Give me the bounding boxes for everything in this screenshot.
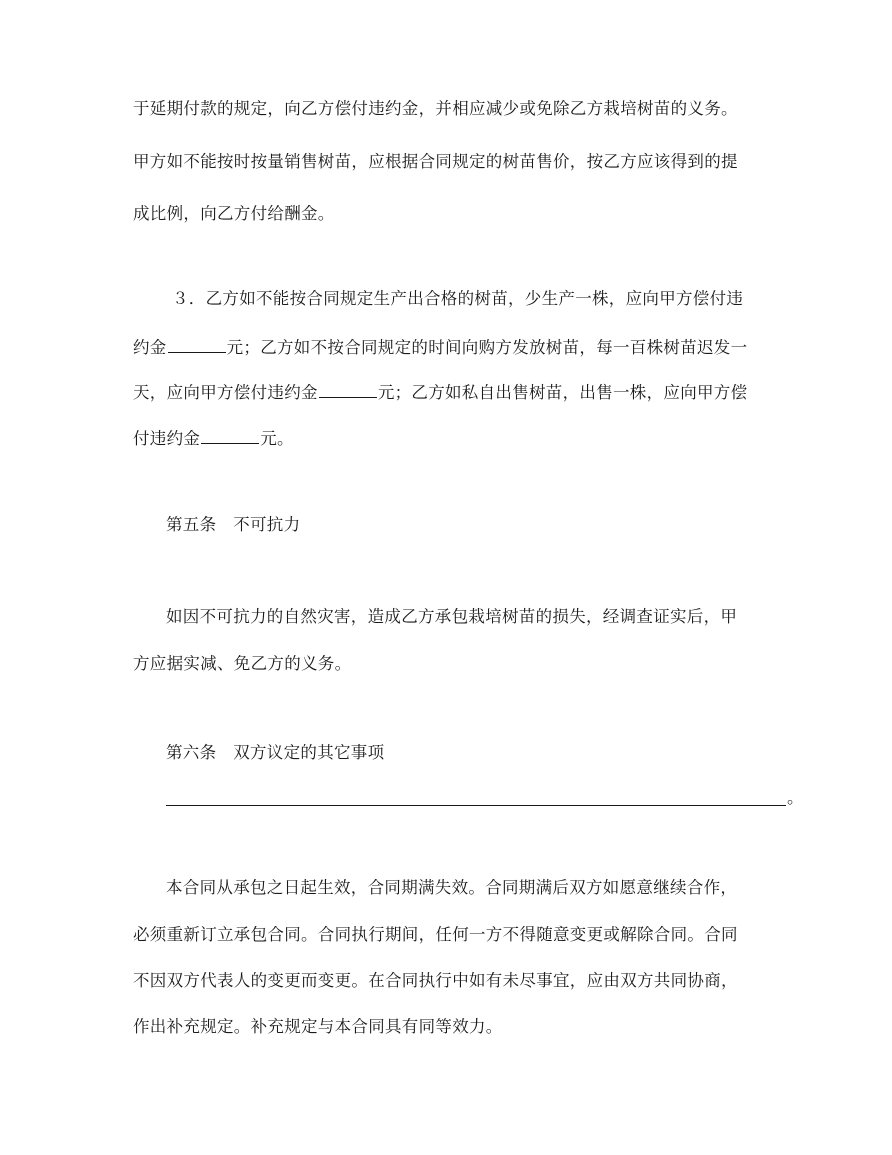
clause-text: 天，应向甲方偿付违约金 [133, 383, 318, 402]
paragraph-line: 成比例，向乙方付给酬金。 [133, 204, 335, 223]
article-5-heading: 第五条 不可抗力 [166, 515, 301, 534]
closing-line: 作出补充规定。补充规定与本合同具有同等效力。 [133, 1017, 503, 1036]
article-6-heading: 第六条 双方议定的其它事项 [166, 743, 385, 762]
fill-in-blank[interactable] [319, 383, 377, 398]
fill-in-blank[interactable] [168, 338, 226, 353]
paragraph-line: 甲方如不能按时按量销售树苗，应根据合同规定的树苗售价，按乙方应该得到的提 [133, 152, 738, 171]
clause-text: 元；乙方如私自出售树苗，出售一株，应向甲方偿 [377, 383, 748, 402]
article-5-line: 如因不可抗力的自然灾害，造成乙方承包栽培树苗的损失，经调查证实后，甲 [166, 607, 738, 626]
article-5-line: 方应据实减、免乙方的义务。 [133, 654, 352, 673]
clause-3-line [133, 383, 747, 402]
clause-3-line [133, 429, 294, 448]
clause-text: 约金 [133, 338, 167, 357]
clause-3-line [133, 338, 747, 357]
clause-text: 元；乙方如不按合同规定的时间向购方发放树苗，每一百株树苗迟发一 [226, 338, 748, 357]
paragraph-line: 于延期付款的规定，向乙方偿付违约金，并相应减少或免除乙方栽培树苗的义务。 [133, 99, 738, 118]
closing-line: 不因双方代表人的变更而变更。在合同执行中如有未尽事宜，应由双方共同协商， [133, 971, 738, 990]
fill-in-blank[interactable] [201, 429, 259, 444]
closing-line: 本合同从承包之日起生效，合同期满失效。合同期满后双方如愿意继续合作， [166, 878, 738, 897]
clause-text: 元。 [260, 429, 294, 448]
other-matters-blank[interactable] [166, 805, 786, 806]
clause-text: 付违约金 [133, 429, 201, 448]
closing-line: 必须重新订立承包合同。合同执行期间，任何一方不得随意变更或解除合同。合同 [133, 925, 738, 944]
clause-3-line: ３．乙方如不能按合同规定生产出合格的树苗，少生产一株，应向甲方偿付违 [172, 289, 744, 308]
period-mark: 。 [787, 788, 804, 807]
